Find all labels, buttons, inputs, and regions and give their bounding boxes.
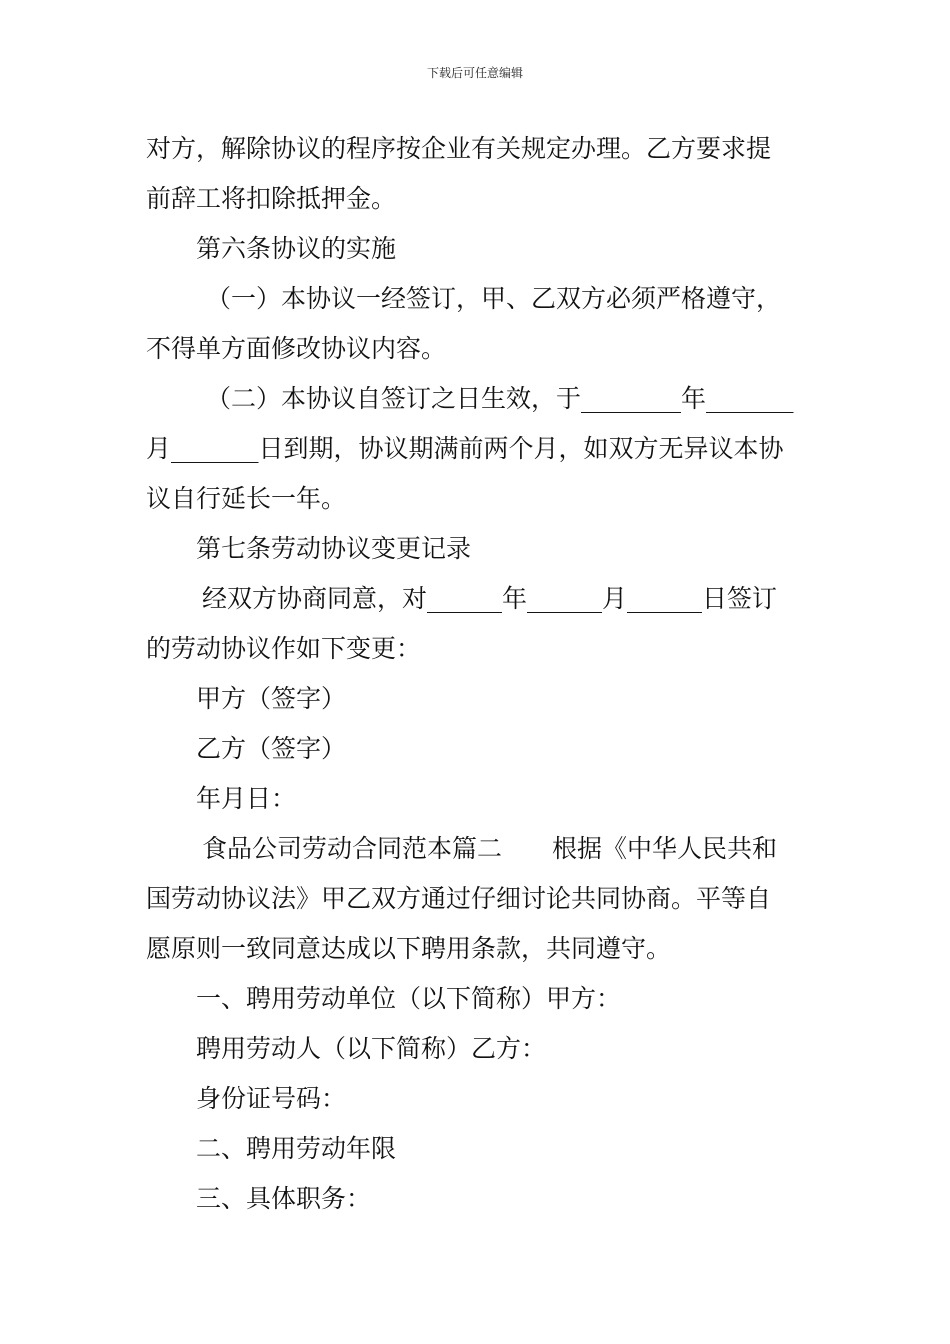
paragraph-line: 前辞工将扣除抵押金。 [146,184,397,213]
paragraph-line: 的劳动协议作如下变更： [146,634,422,663]
section-heading-article-7: 第七条劳动协议变更记录 [196,534,472,563]
date-line: 年月日： [196,784,297,813]
clause-position-line: 三、具体职务： [196,1184,372,1213]
party-b-signature-line: 乙方（签字） [196,734,347,763]
paragraph-line: 月_______日到期，协议期满前两个月，如双方无异议本协 [146,434,784,463]
clause-term-line: 二、聘用劳动年限 [196,1134,397,1163]
paragraph-line: 食品公司劳动合同范本篇二 根据《中华人民共和 [202,834,778,863]
party-a-signature-line: 甲方（签字） [196,684,347,713]
section-heading-article-6: 第六条协议的实施 [196,234,397,263]
clause-employee-line: 聘用劳动人（以下简称）乙方： [196,1034,547,1063]
paragraph-line: 愿原则一致同意达成以下聘用条款，共同遵守。 [146,934,672,963]
paragraph-line: 议自行延长一年。 [146,484,347,513]
document-body [146,124,810,1224]
paragraph-line: （二）本协议自签订之日生效，于________年_______ [206,384,794,413]
paragraph-line: （一）本协议一经签订，甲、乙双方必须严格遵守， [206,284,782,313]
paragraph-line: 不得单方面修改协议内容。 [146,334,447,363]
paragraph-line: 对方，解除协议的程序按企业有关规定办理。乙方要求提 [146,134,772,163]
paragraph-line: 国劳动协议法》甲乙双方通过仔细讨论共同协商。平等自 [146,884,772,913]
clause-employer-line: 一、聘用劳动单位（以下简称）甲方： [196,984,622,1013]
paragraph-line: 经双方协商同意，对______年______月______日签订 [202,584,778,613]
page-header-note: 下载后可任意编辑 [426,66,523,80]
id-number-line: 身份证号码： [196,1084,347,1113]
